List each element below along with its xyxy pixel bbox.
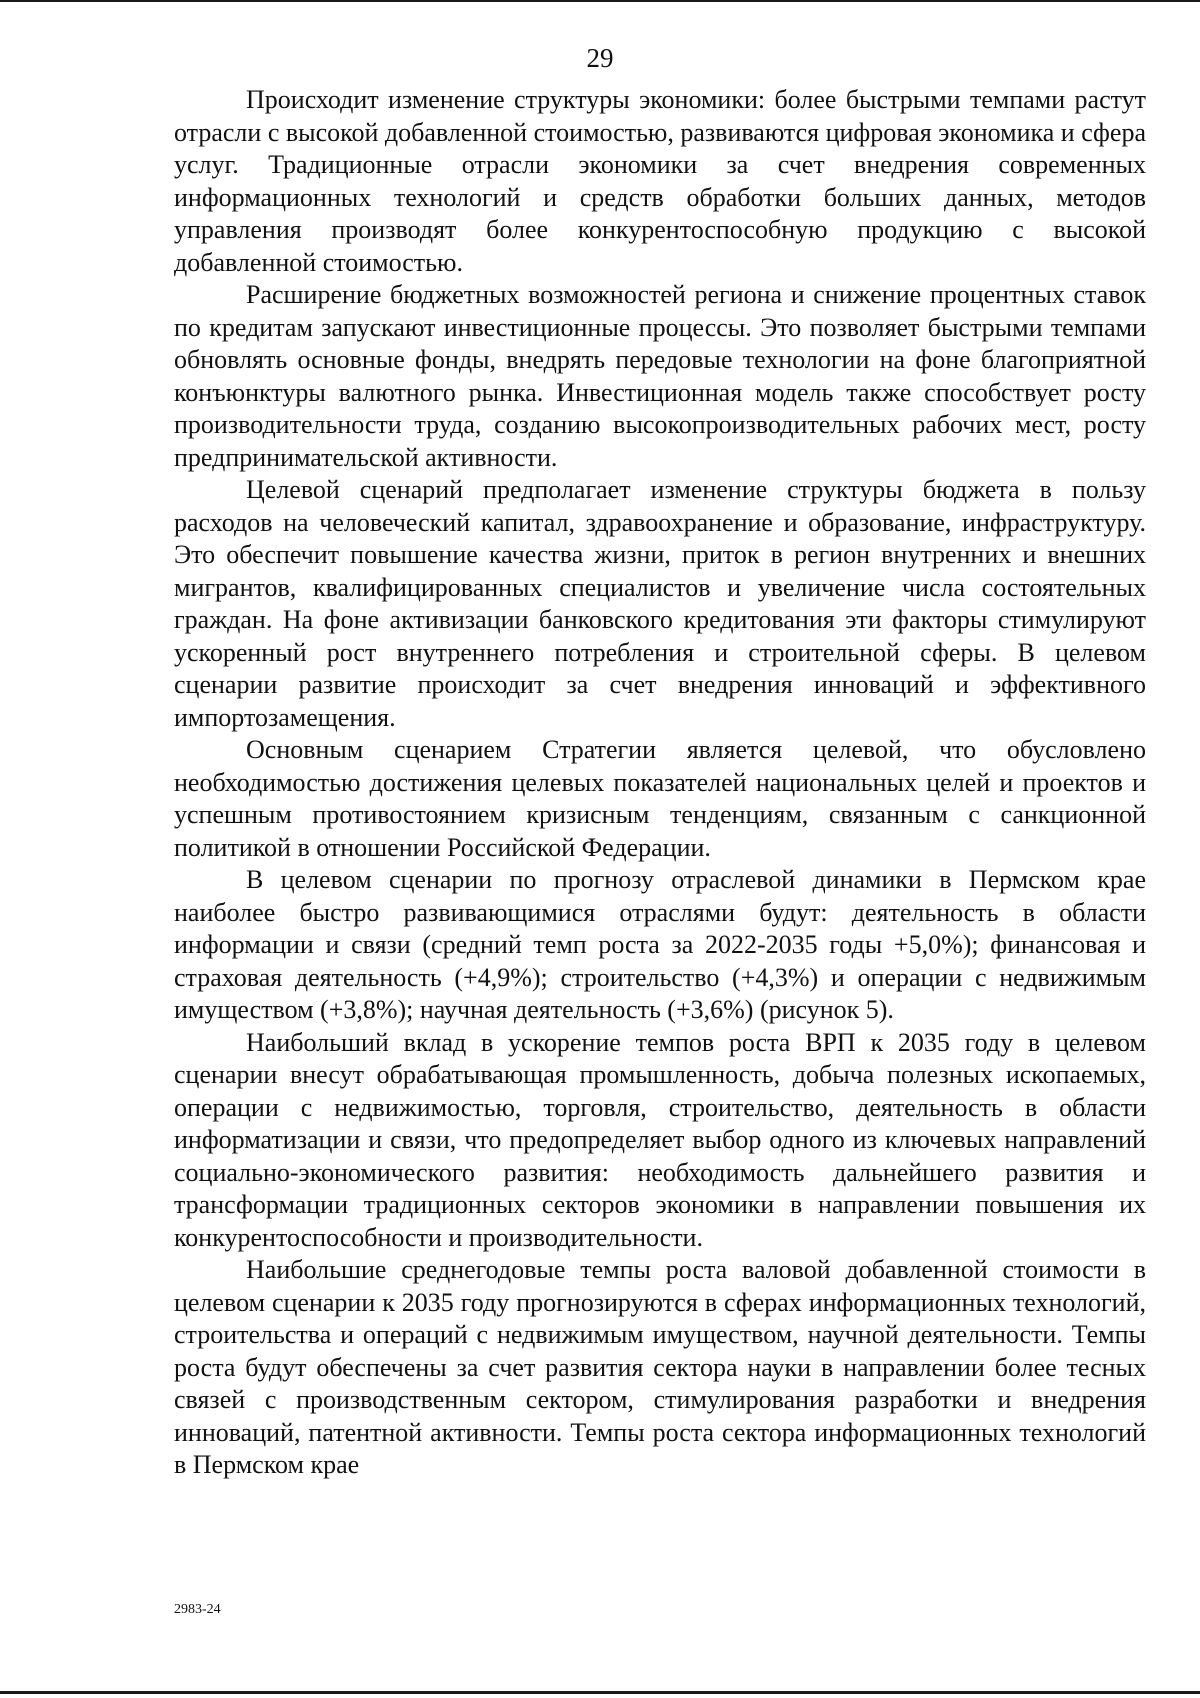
paragraph-economy-structure: Происходит изменение структуры экономики: более быстрыми темпами растут отрасли с высокой добавленной стоимостью, развиваются цифровая экономика и сфера услуг. Традиционные отрасли экономики за счет внедрения современных информационных технологий и средств обработки больших данных, методов управления производят более конкурентоспособную продукцию с высокой добавленной стоимостью. <box>174 85 1146 277</box>
scan-edge-top <box>0 0 1200 2</box>
scan-edge-bottom <box>0 1691 1200 1694</box>
body-text <box>174 84 1146 1482</box>
paragraph-target-scenario: Целевой сценарий предполагает изменение структуры бюджета в пользу расходов на человеческий капитал, здравоохранение и образование, инфраструктуру. Это обеспечит повышение качества жизни, приток в регион внутренних и внешних мигрантов, квалифицированных специалистов и увеличение числа состоятельных граждан. На фоне активизации банковского кредитования эти факторы стимулируют ускоренный рост внутреннего потребления и строительной сферы. В целевом сценарии развитие происходит за счет внедрения инноваций и эффективного импортозамещения. <box>174 475 1146 732</box>
document-code: 2983-24 <box>174 1602 221 1617</box>
paragraph-main-scenario: Основным сценарием Стратегии является целевой, что обусловлено необходимостью достижения целевых показателей национальных целей и проектов и успешным противостоянием кризисным тенденциям, связанным с санкционной политикой в отношении Российской Федерации. <box>174 735 1146 862</box>
paragraph-industry-dynamics: В целевом сценарии по прогнозу отраслевой динамики в Пермском крае наиболее быстро развивающимися отраслями будут: деятельность в области информации и связи (средний темп роста за 2022-2035 годы +5,0%); финансовая и страховая деятельность (+4,9%); строительство (+4,3%) и операции с недвижимым имуществом (+3,8%); научная деятельность (+3,6%) (рисунок 5). <box>174 865 1146 1024</box>
paragraph-grp-contribution: Наибольший вклад в ускорение темпов роста ВРП к 2035 году в целевом сценарии внесут обрабатывающая промышленность, добыча полезных ископаемых, операции с недвижимостью, торговля, строительство, деятельность в области информатизации и связи, что предопределяет выбор одного из ключевых направлений социально-экономического развития: необходимость дальнейшего развития и трансформации традиционных секторов экономики в направлении повышения их конкурентоспособности и производительности. <box>174 1027 1146 1252</box>
page-number: 29 <box>586 43 614 73</box>
paragraph-growth-rates: Наибольшие среднегодовые темпы роста валовой добавленной стоимости в целевом сценарии к 2035 году прогнозируются в сферах информационных технологий, строительства и операций с недвижимым имуществом, научной деятельности. Темпы роста будут обеспечены за счет развития сектора науки в направлении более тесных связей с производственным сектором, стимулирования разработки и внедрения инноваций, патентной активности. Темпы роста сектора информационных технологий в Пермском крае <box>174 1255 1146 1479</box>
paragraph-budget-capacity: Расширение бюджетных возможностей региона и снижение процентных ставок по кредитам запускают инвестиционные процессы. Это позволяет быстрыми темпами обновлять основные фонды, внедрять передовые технологии на фоне благоприятной конъюнктуры валютного рынка. Инвестиционная модель также способствует росту производительности труда, созданию высокопроизводительных рабочих мест, росту предпринимательской активности. <box>174 280 1146 472</box>
